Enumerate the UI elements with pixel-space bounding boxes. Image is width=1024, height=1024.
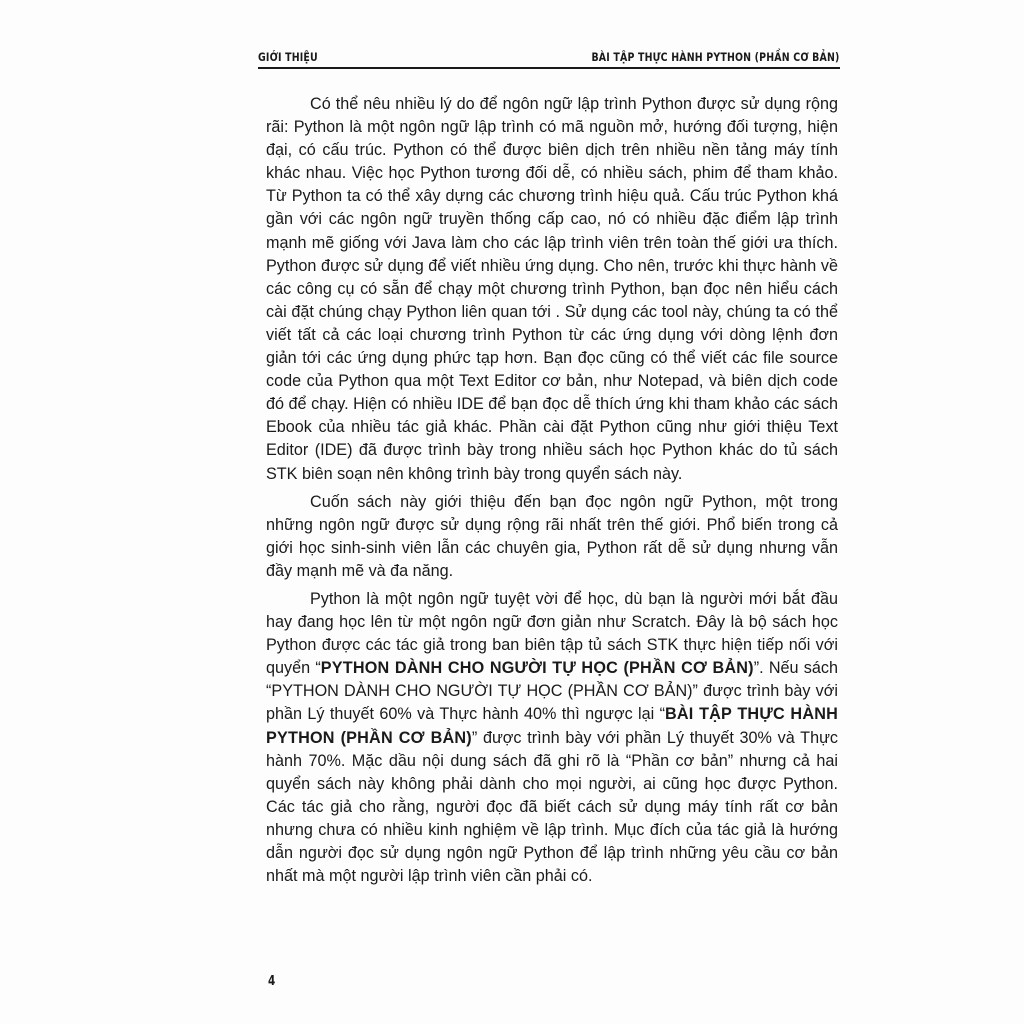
paragraph-3-bold-title-1: PYTHON DÀNH CHO NGƯỜI TỰ HỌC (PHẦN CƠ BẢN) xyxy=(320,659,754,678)
running-header xyxy=(258,48,840,70)
header-section-title: GIỚI THIỆU xyxy=(258,50,318,64)
paragraph-2: Cuốn sách này giới thiệu đến bạn đọc ngôn ngữ Python, một trong những ngôn ngữ được sử dụng rộng rãi nhất trên thế giới. Phổ biến trong cả giới học sinh-sinh viên lẫn các chuyên gia, Python rất dễ sử dụng nhưng vẫn đầy mạnh mẽ và đa năng. xyxy=(266,492,838,580)
paragraph-3 xyxy=(266,588,838,888)
header-book-title: BÀI TẬP THỰC HÀNH PYTHON (PHẦN CƠ BẢN) xyxy=(591,50,840,64)
paragraph-3-text-2: ”. Nếu sách “PYTHON DÀNH CHO NGƯỜI TỰ HỌC (PHẦN CƠ BẢN)” được trình bày với phần Lý thuyết 60% và Thực hành 40% thì ngược lại “ xyxy=(266,659,838,724)
paragraph-3-text-3: ” được trình bày với phần Lý thuyết 30% và Thực hành 70%. Mặc dầu nội dung sách đã ghi rõ là “Phần cơ bản” nhưng cả hai quyển sách này không phải dành cho mọi người, ai cũng học được Python. Các tác giả cho rằng, người đọc đã biết cách sử dụng máy tính rất cơ bản nhưng chưa có nhiều kinh nghiệm về lập trình. Mục đích của tác giả là hướng dẫn người đọc sử dụng ngôn ngữ Python để lập trình những yêu cầu cơ bản nhất mà một người lập trình viên cần phải có. xyxy=(266,728,839,886)
paragraph-3-bold-title-2: BÀI TẬP THỰC HÀNH PYTHON (PHẦN CƠ BẢN) xyxy=(266,705,838,747)
page-number: 4 xyxy=(268,974,276,989)
body-text xyxy=(266,93,838,888)
paragraph-3-text-1: Python là một ngôn ngữ tuyệt vời để học, dù bạn là người mới bắt đầu hay đang học lên từ một ngôn ngữ đơn giản như Scratch. Đây là bộ sách học Python được các tác giả trong ban biên tập tủ sách STK thực hiện tiếp nối với quyển “ xyxy=(266,589,838,678)
header-rule xyxy=(258,67,840,69)
paragraph-1: Có thể nêu nhiều lý do để ngôn ngữ lập trình Python được sử dụng rộng rãi: Python là một ngôn ngữ lập trình có mã nguồn mở, hướng đối tượng, hiện đại, có cấu trúc. Python có thể được biên dịch trên nhiều nền tảng máy tính khác nhau. Việc học Python tương đối dễ, có nhiều sách, phim để tham khảo. Từ Python ta có thể xây dựng các chương trình hiệu quả. Cấu trúc Python khá gần với các ngôn ngữ truyền thống cấp cao, nó có nhiều đặc điểm lập trình mạnh mẽ giống với Java làm cho các lập trình viên trên toàn thế giới ưa thích. Python được sử dụng để viết nhiều ứng dụng. Cho nên, trước khi thực hành về các công cụ có sẵn để chạy một chương trình Python, bạn đọc nên hiểu cách cài đặt chúng chạy Python liên quan tới . Sử dụng các tool này, chúng ta có thể viết tất cả các loại chương trình Python từ các ứng dụng với dòng lệnh đơn giản tới các ứng dụng phức tạp hơn. Bạn đọc cũng có thể viết các file source code của Python qua một Text Editor cơ bản, như Notepad, và biên dịch code đó để chạy. Hiện có nhiều IDE để bạn đọc dễ thích ứng khi tham khảo các sách Ebook của nhiều tác giả khác. Phần cài đặt Python cũng như giới thiệu Text Editor (IDE) đã được trình bày trong nhiều sách học Python khác do tủ sách STK biên soạn nên không trình bày trong quyển sách này. xyxy=(266,95,838,483)
